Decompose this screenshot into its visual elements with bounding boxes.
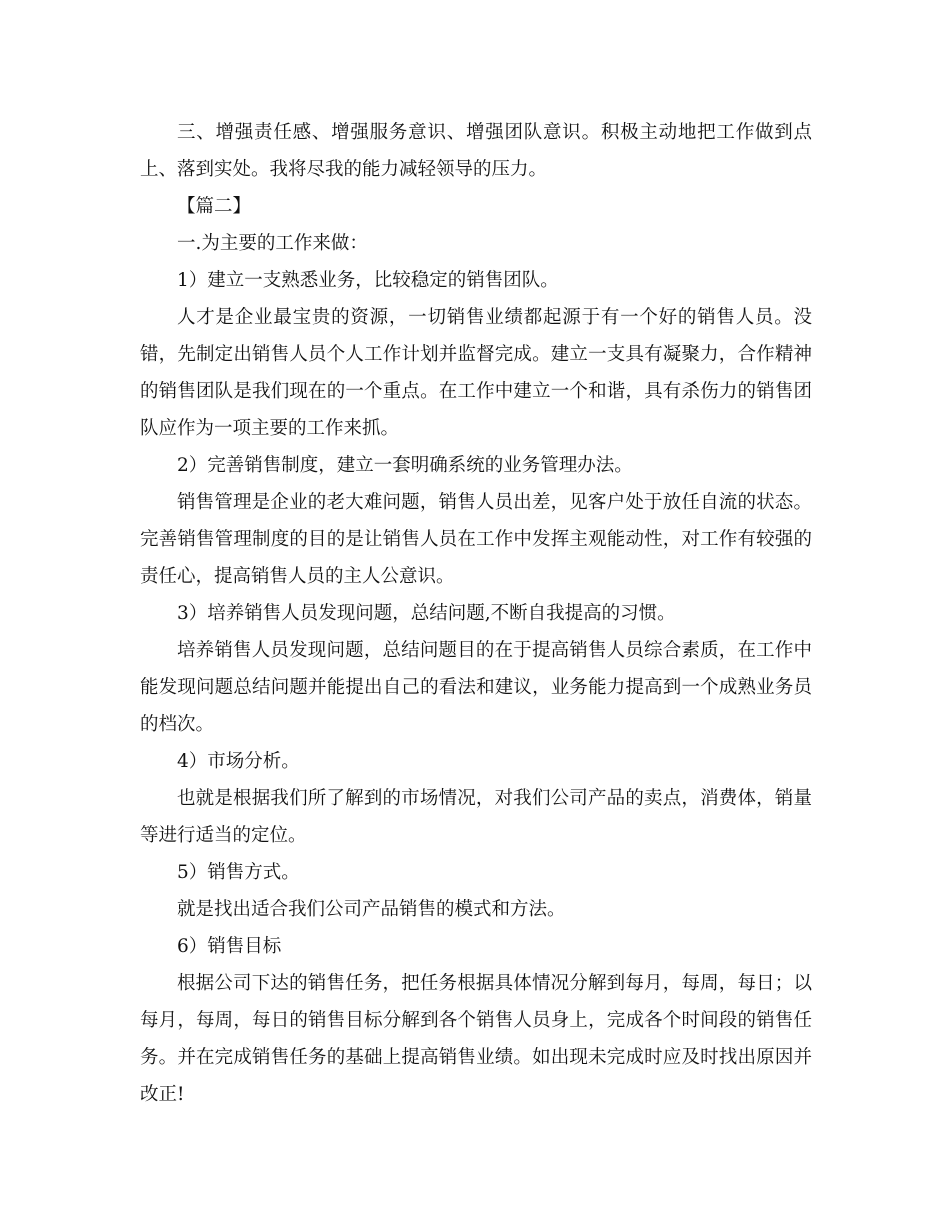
item-heading-5: 5）销售方式。 — [177, 862, 300, 883]
section-heading-part-two: 【篇二】 — [177, 196, 252, 217]
item-heading-1: 1）建立一支熟悉业务，比较稳定的销售团队。 — [177, 270, 559, 291]
item-heading-6: 6）销售目标 — [177, 936, 282, 957]
paragraph-item-6: 根据公司下达的销售任务，把任务根据具体情况分解到每月，每周，每日；以每月，每周，每日的销售目标分解到各个销售人员身上，完成各个时间段的销售任务。并在完成销售任务的基础上提高销售业绩。如出现未完成时应及时找出原因并改正! — [140, 973, 812, 1105]
document-body — [140, 114, 812, 1113]
paragraph-item-3: 培养销售人员发现问题，总结问题目的在于提高销售人员综合素质，在工作中能发现问题总结问题并能提出自己的看法和建议，业务能力提高到一个成熟业务员的档次。 — [140, 640, 812, 735]
paragraph-item-1: 人才是企业最宝贵的资源，一切销售业绩都起源于有一个好的销售人员。没错，先制定出销售人员个人工作计划并监督完成。建立一支具有凝聚力，合作精神的销售团队是我们现在的一个重点。在工作中建立一个和谐，具有杀伤力的销售团队应作为一项主要的工作来抓。 — [140, 307, 812, 439]
paragraph-item-4: 也就是根据我们所了解到的市场情况，对我们公司产品的卖点，消费体，销量等进行适当的定位。 — [140, 788, 812, 846]
item-heading-2: 2）完善销售制度，建立一套明确系统的业务管理办法。 — [177, 455, 633, 476]
paragraph-item-5: 就是找出适合我们公司产品销售的模式和方法。 — [177, 899, 566, 920]
paragraph-section-three: 三、增强责任感、增强服务意识、增强团队意识。积极主动地把工作做到点上、落到实处。我将尽我的能力减轻领导的压力。 — [140, 122, 812, 180]
paragraph-item-2: 销售管理是企业的老大难问题，销售人员出差，见客户处于放任自流的状态。完善销售管理制度的目的是让销售人员在工作中发挥主观能动性，对工作有较强的责任心，提高销售人员的主人公意识。 — [140, 492, 812, 587]
item-heading-3: 3）培养销售人员发现问题，总结问题,不断自我提高的习惯。 — [177, 603, 676, 624]
section-heading-main-work: 一.为主要的工作来做： — [177, 233, 368, 254]
item-heading-4: 4）市场分析。 — [177, 751, 300, 772]
